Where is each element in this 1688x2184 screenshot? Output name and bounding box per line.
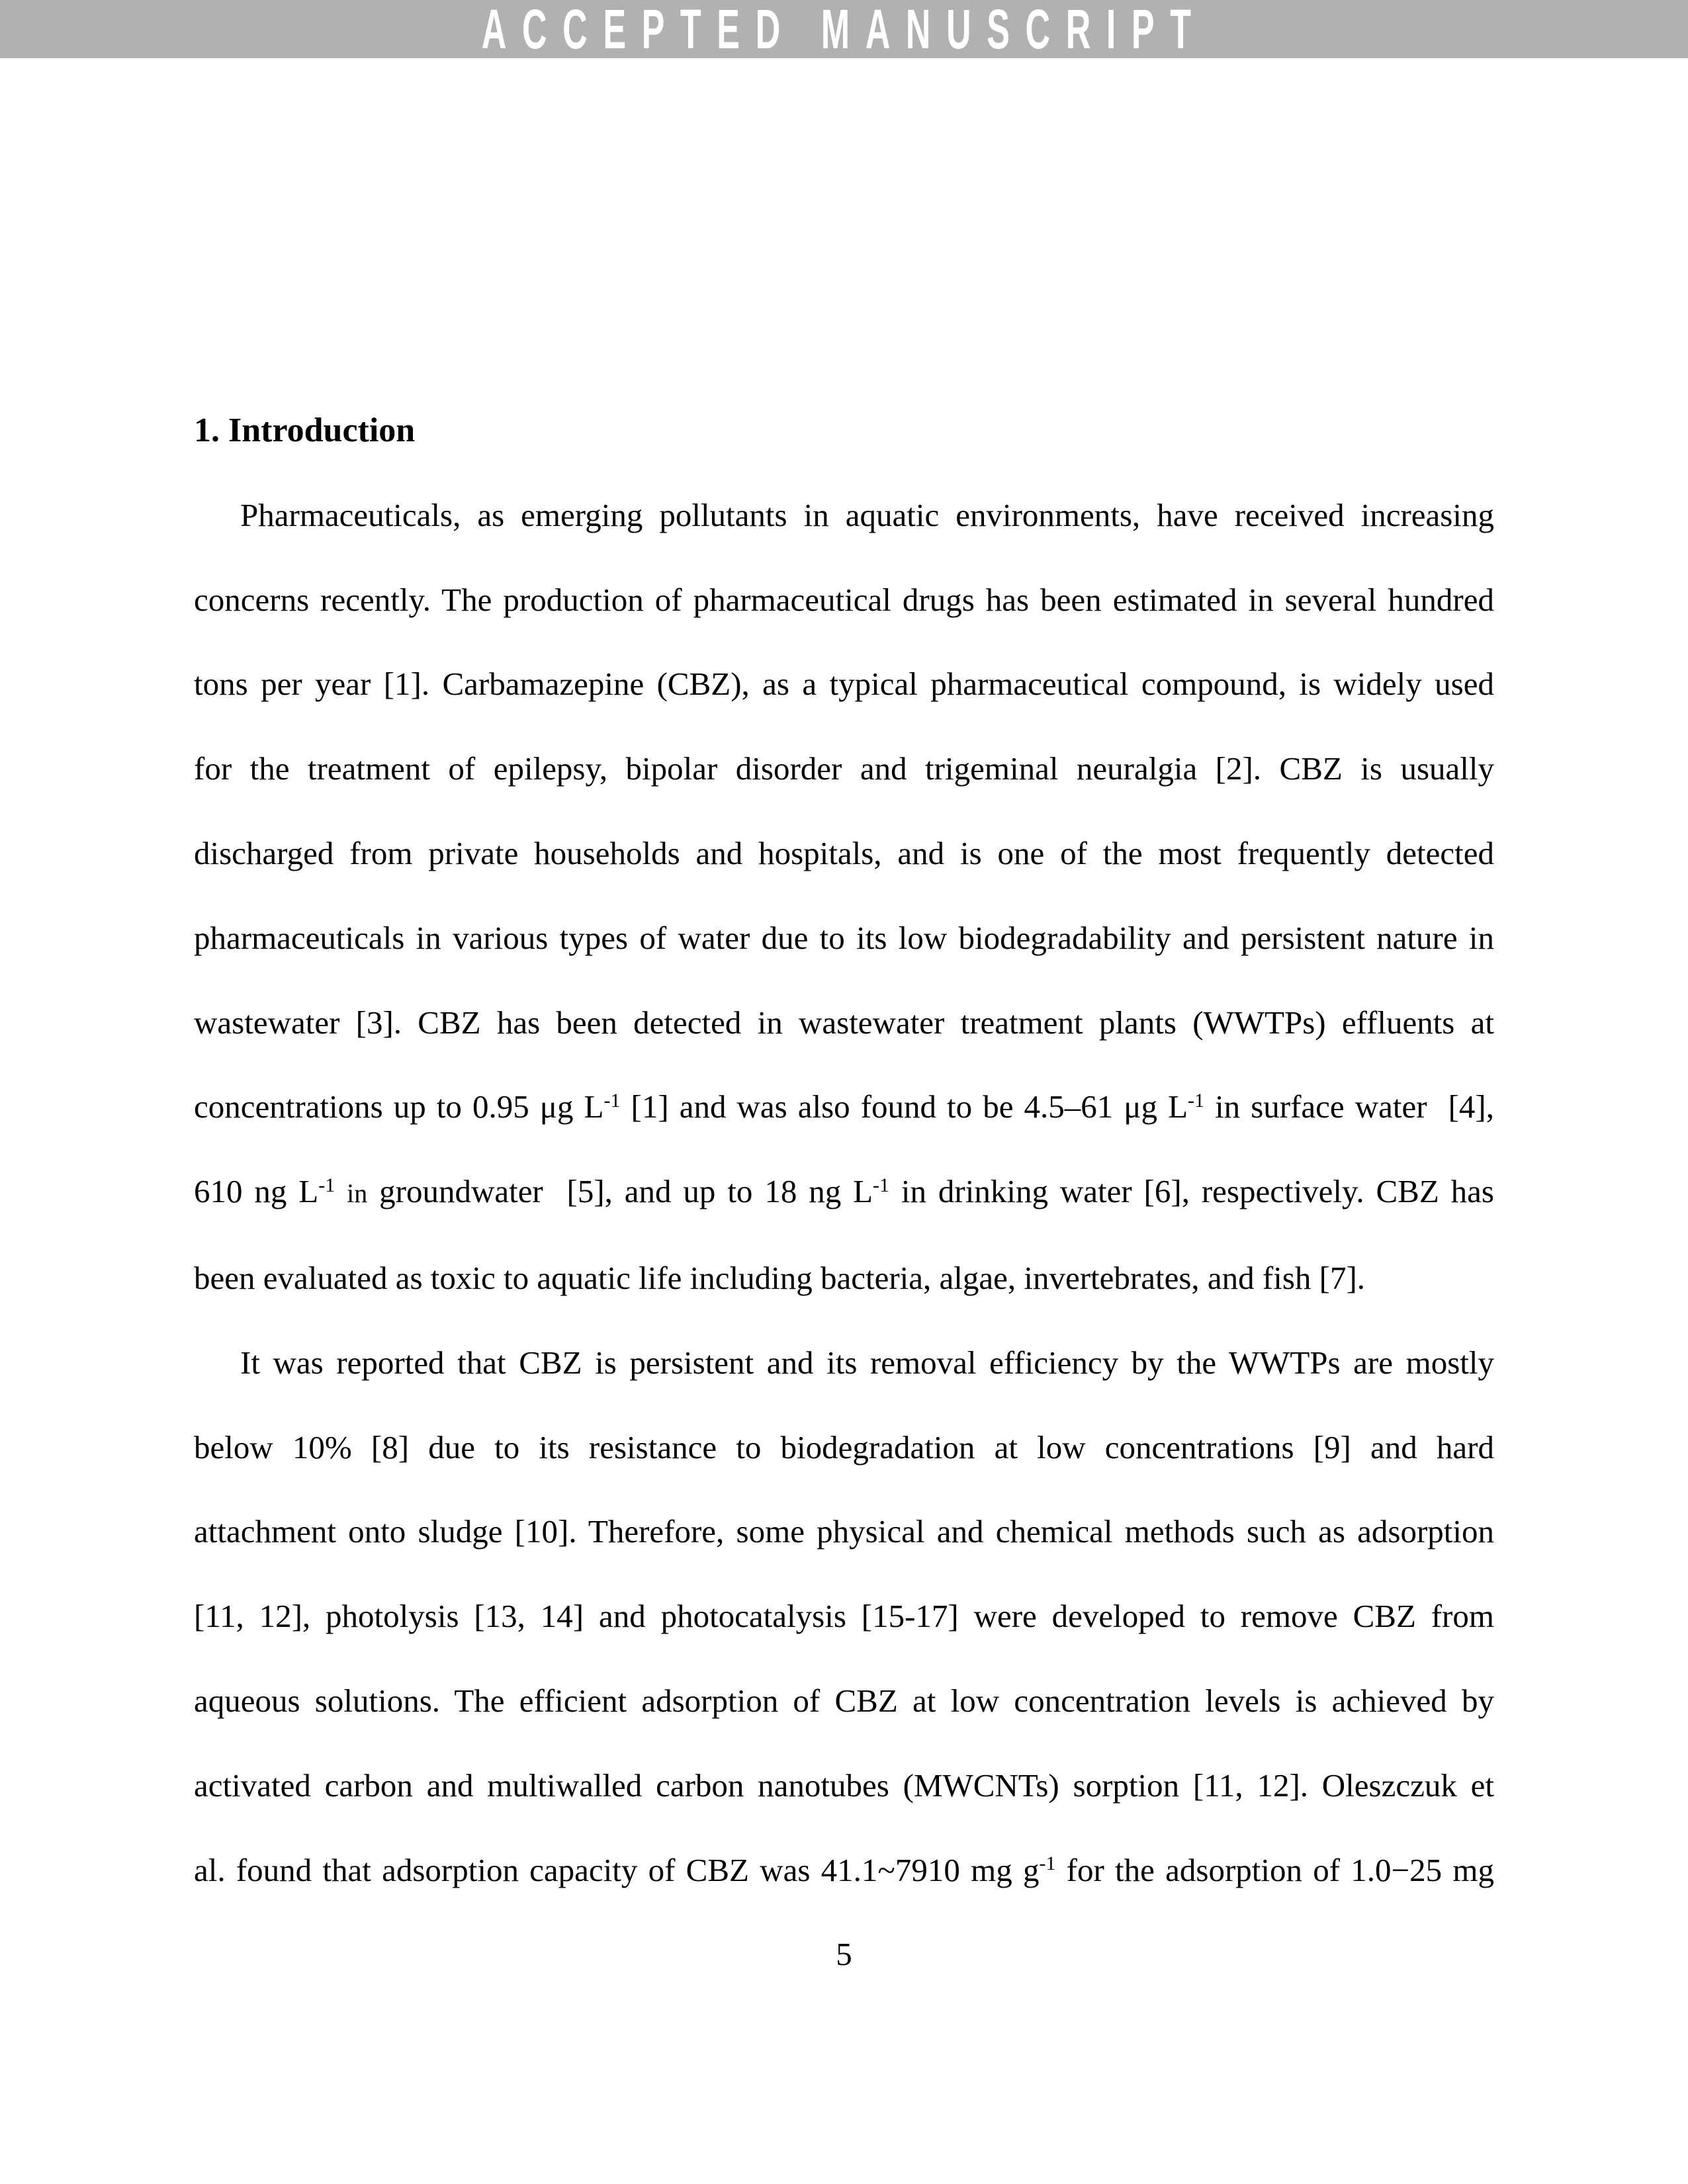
- manuscript-page: [194, 388, 1494, 1997]
- text-line: below 10% [8] due to its resistance to biodegradation at low concentrations [9] and hard: [194, 1428, 1494, 1465]
- text-line: concerns recently. The production of pharmaceutical drugs has been estimated in several hundred: [194, 581, 1494, 618]
- text-line: discharged from private households and hospitals, and is one of the most frequently detected: [194, 834, 1494, 871]
- section-heading: 1. Introduction: [194, 412, 416, 449]
- paragraph: [194, 1321, 1494, 1913]
- superscript: -1: [1039, 1853, 1056, 1875]
- text-line: 610 ng $L^{-1}$ in groundwater [5], and up to 18 ng $L^{-1}$ in drinking water [6], respectively. CBZ has: [194, 1173, 1495, 1210]
- superscript: -1: [1188, 1089, 1205, 1112]
- paragraph: [194, 473, 1494, 1321]
- superscript: -1: [873, 1174, 890, 1196]
- text-line: [11, 12], photolysis [13, 14] and photocatalysis [15-17] were developed to remove CBZ from: [194, 1598, 1494, 1635]
- text-line: It was reported that CBZ is persistent and its removal efficiency by the WWTPs are mostly: [240, 1344, 1494, 1381]
- superscript: -1: [318, 1174, 335, 1196]
- text-line: Pharmaceuticals, as emerging pollutants in aquatic environments, have received increasing: [240, 496, 1494, 533]
- text-line: for the treatment of epilepsy, bipolar disorder and trigeminal neuralgia [2]. CBZ is usually: [194, 750, 1494, 787]
- document-body: [194, 473, 1494, 1913]
- text-line: tons per year [1]. Carbamazepine (CBZ), as a typical pharmaceutical compound, is widely used: [194, 666, 1494, 703]
- accepted-manuscript-banner: [0, 0, 1688, 58]
- text-line: been evaluated as toxic to aquatic life including bacteria, algae, invertebrates, and fish [7].: [194, 1259, 1366, 1296]
- superscript: -1: [603, 1089, 621, 1112]
- text-line: al. found that adsorption capacity of CBZ was 41.1~7910 mg $g^{-1}$ for the adsorption of 1.0−25 mg: [194, 1851, 1494, 1888]
- page-number: 5: [836, 1936, 852, 1973]
- accepted-manuscript-label: ACCEPTED MANUSCRIPT: [481, 0, 1207, 58]
- text-line: activated carbon and multiwalled carbon nanotubes (MWCNTs) sorption [11, 12]. Oleszczuk et: [194, 1767, 1494, 1804]
- text-line: wastewater [3]. CBZ has been detected in wastewater treatment plants (WWTPs) effluents at: [194, 1004, 1494, 1041]
- small-text: in: [347, 1178, 368, 1209]
- text-line: aqueous solutions. The efficient adsorption of CBZ at low concentration levels is achieved by: [194, 1682, 1494, 1719]
- text-line: attachment onto sludge [10]. Therefore, some physical and chemical methods such as adsorption: [194, 1513, 1494, 1550]
- text-line: pharmaceuticals in various types of water due to its low biodegradability and persistent nature in: [194, 919, 1494, 956]
- text-line: concentrations up to 0.95 μg $L^{-1}$ [1] and was also found to be 4.5–61 μg $L^{-1}$ in surface water [4],: [194, 1088, 1494, 1125]
